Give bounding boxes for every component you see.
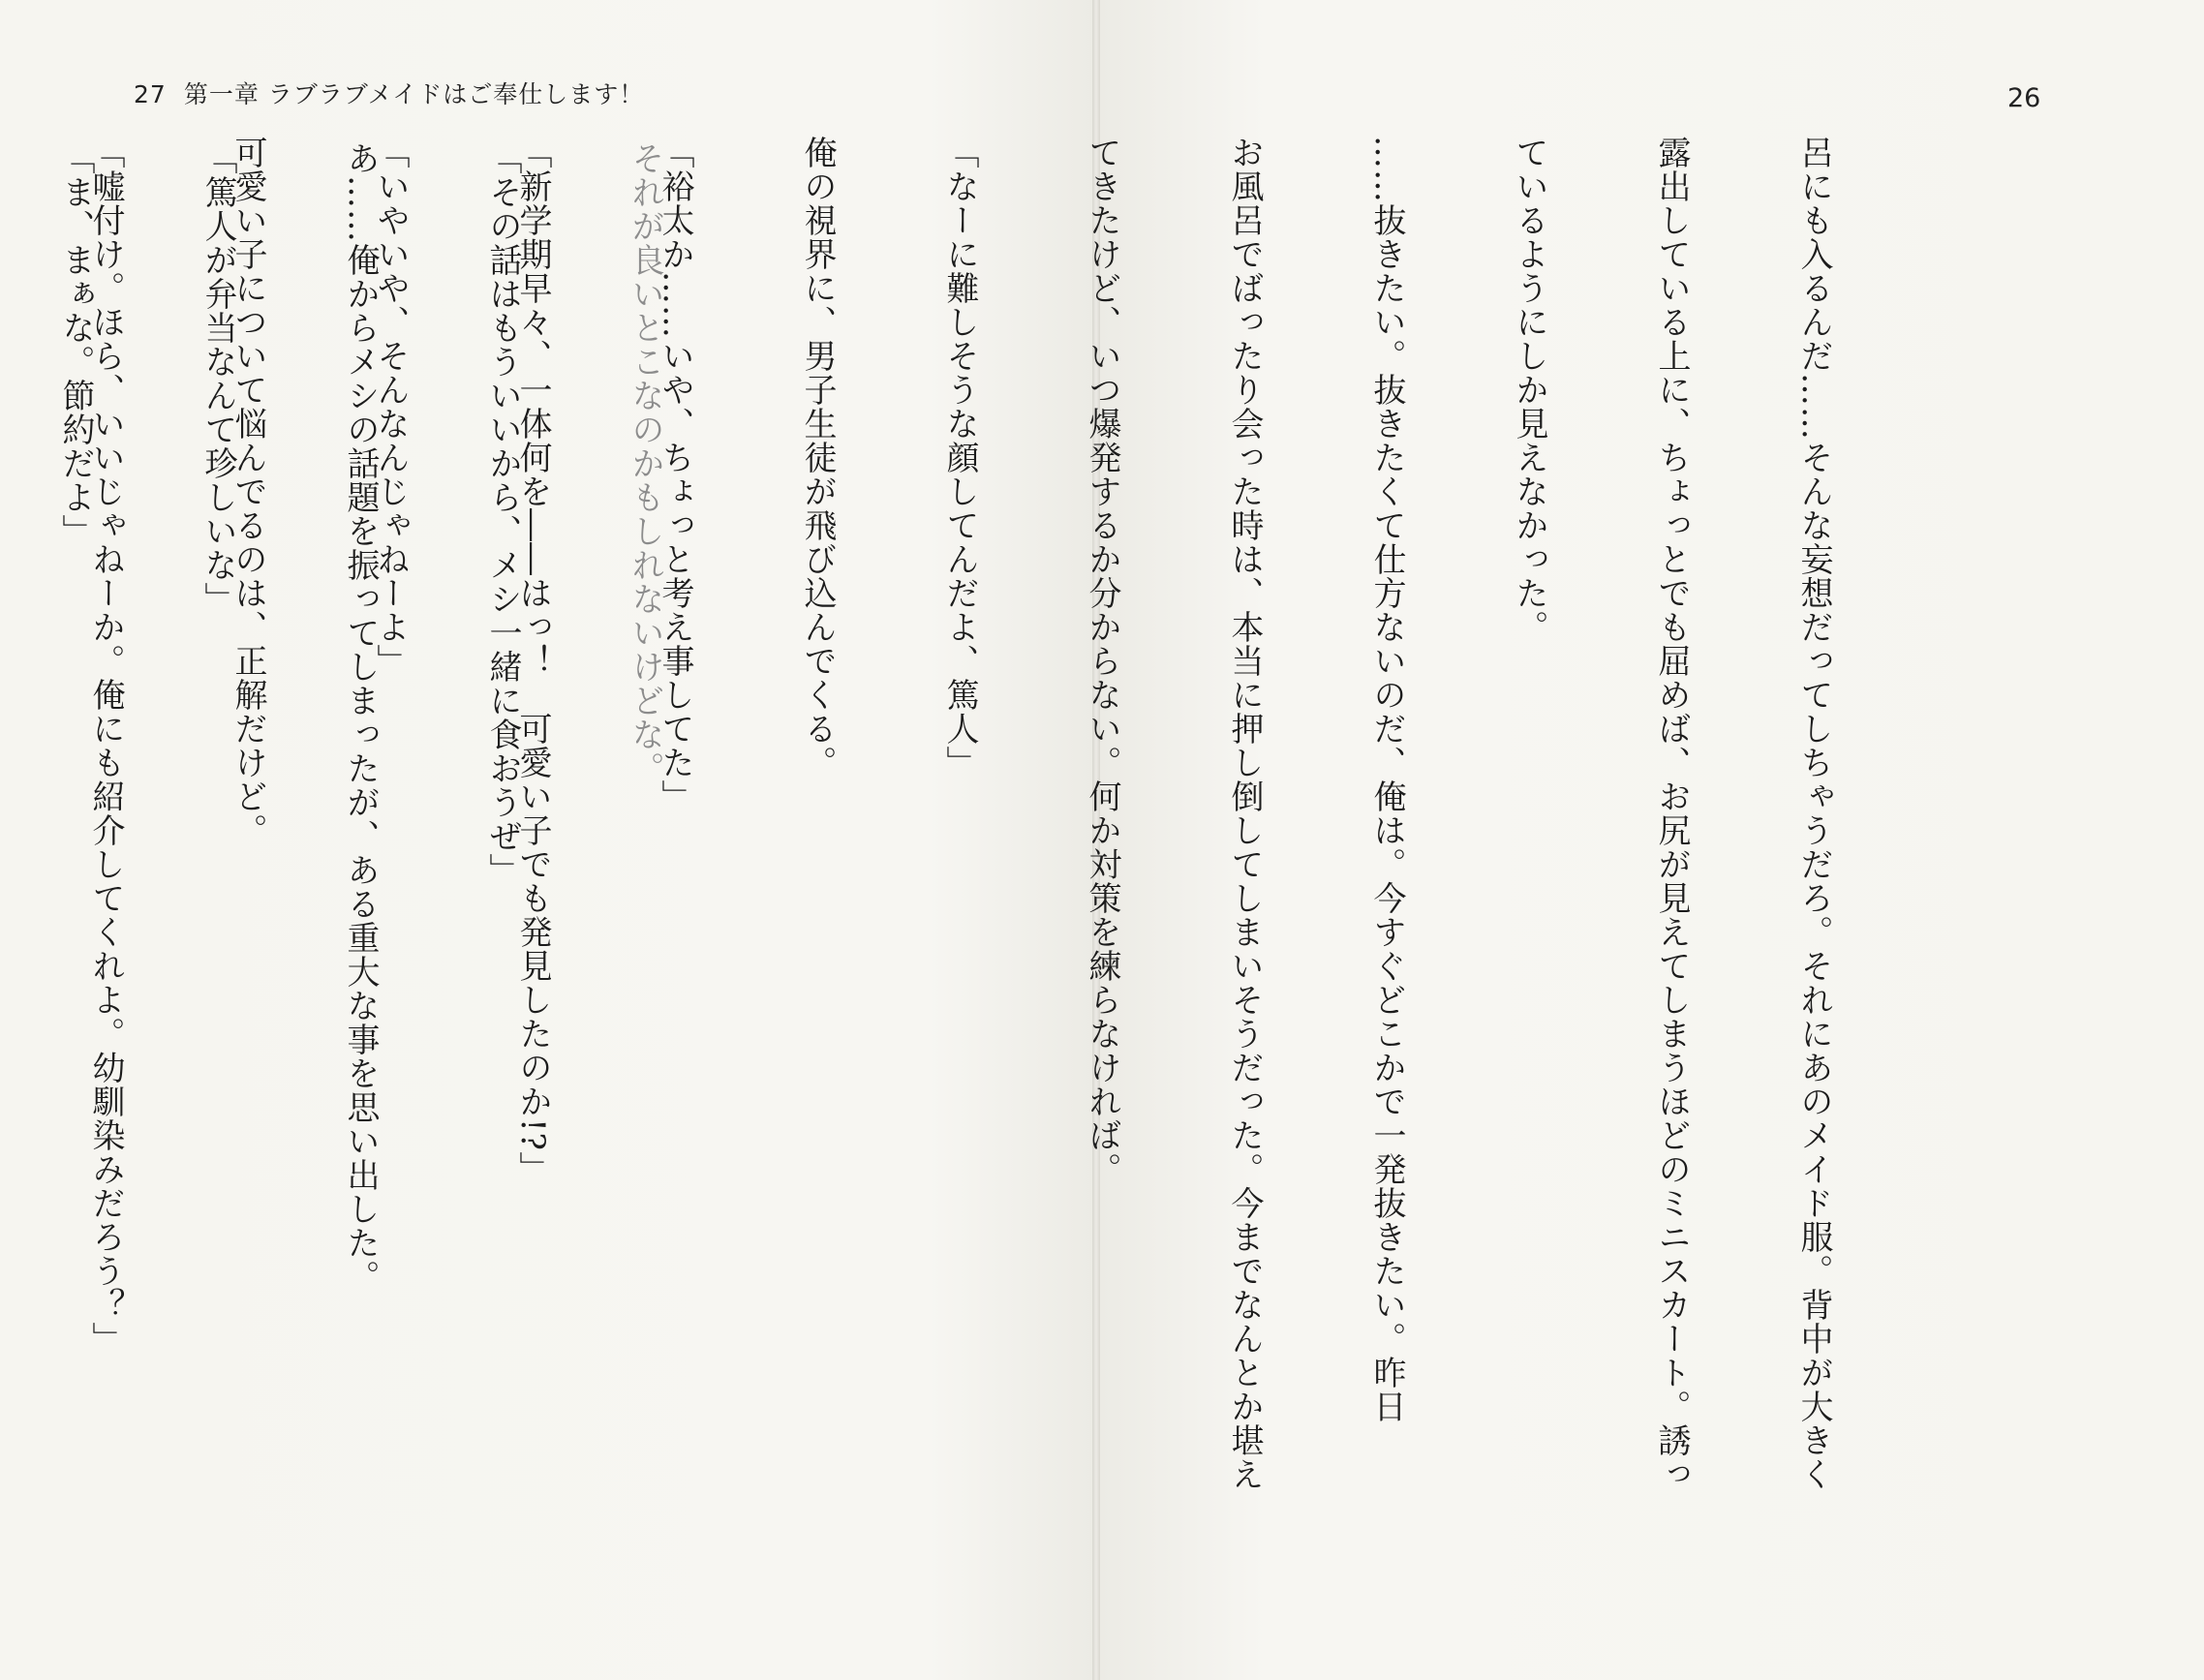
text-line: お風呂でばったり会った時は、本当に押し倒してしまいそうだった。今までなんとか堪え [1225, 136, 1264, 1491]
chapter-title: 第一章 ラブラブメイドはご奉仕します！ [183, 80, 645, 108]
running-header [134, 76, 644, 110]
text-line: 呂にも入るんだ……そんな妄想だってしちゃうだろ。それにあのメイド服。背中が大きく [1794, 136, 1833, 1491]
text-line: 「ま、まぁな。節約だよ」 [56, 141, 95, 548]
page-number-right: 26 [2007, 83, 2041, 113]
text-line: 「なーに難しそうな顔してんだよ、篤人」 [940, 136, 979, 779]
text-line: 「裕太か……いや、ちょっと考え事してた」 [656, 136, 694, 813]
text-line: 「いやいや、そんなんじゃねーよ」 [371, 136, 410, 678]
text-line: 「嘘付け。ほら、いいじゃねーか。俺にも紹介してくれよ。幼馴染みだろう？」 [86, 136, 125, 1356]
text-line: ……抜きたい。抜きたくて仕方ないのだ、俺は。今すぐどこかで一発抜きたい。昨日 [1367, 136, 1406, 1423]
text-line: あ……俺からメシの話題を振ってしまったが、ある重大な事を思い出した。 [341, 141, 380, 1294]
text-line: ているようにしか見えなかった。 [1510, 136, 1548, 644]
text-line: 露出している上に、ちょっとでも屈めば、お尻が見えてしまうほどのミニスカート。誘っ [1652, 136, 1691, 1491]
text-line: 可愛い子について悩んでるのは、正解だけど。 [229, 136, 267, 847]
text-line: てきたけど、いつ爆発するか分からない。何か対策を練らなければ。 [1083, 136, 1121, 1186]
text-line: 「篤人が弁当なんて珍しいな」 [199, 141, 237, 616]
text-line: 「その話はもういいから、メシ一緒に食おうぜ」 [483, 141, 522, 887]
text-line: それが良いとこなのかもしれないけどな。 [626, 141, 664, 785]
page-number-left: 27 [134, 80, 167, 108]
text-line: 俺の視界に、男子生徒が飛び込んでくる。 [798, 136, 837, 779]
text-line: 「新学期早々、一体何を――はっ！ 可愛い子でも発見したのか!?」 [513, 136, 552, 1185]
